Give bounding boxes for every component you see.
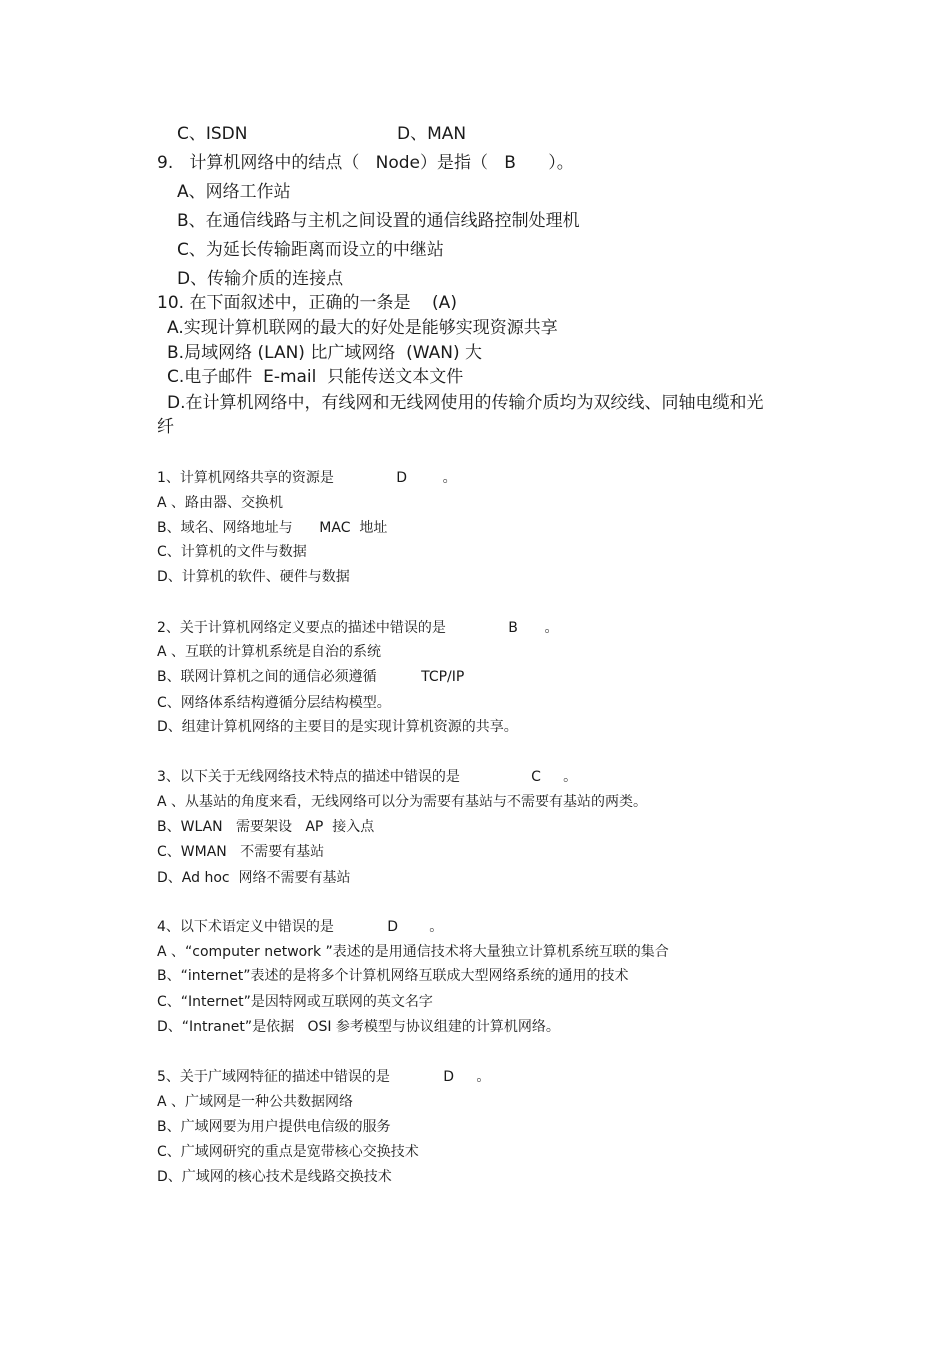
- section2-q4-stem: 4、以下术语定义中错误的是 D 。: [157, 919, 444, 935]
- question-9-option-b: B、在通信线路与主机之间设置的通信线路控制处理机: [177, 211, 580, 231]
- option-d-man: D、MAN: [397, 124, 467, 144]
- question-9-option-c: C、为延长传输距离而设立的中继站: [177, 240, 444, 260]
- section2-q2-option-b: B、联网计算机之间的通信必须遵循 TCP/IP: [157, 669, 465, 685]
- section2-q1-option-c: C、计算机的文件与数据: [157, 544, 307, 560]
- section2-q1-option-a: A 、路由器、交换机: [157, 495, 284, 511]
- section2-q1-stem: 1、计算机网络共享的资源是 D 。: [157, 470, 457, 486]
- option-c-isdn: C、ISDN: [177, 124, 248, 144]
- question-10-stem: 10. 在下面叙述中，正确的一条是 (A): [157, 293, 457, 313]
- section2-q2-stem: 2、关于计算机网络定义要点的描述中错误的是 B 。: [157, 620, 559, 636]
- question-10-option-b: B.局域网络 (LAN) 比广域网络 (WAN) 大: [167, 343, 483, 363]
- section2-q2-option-d: D、组建计算机网络的主要目的是实现计算机资源的共享。: [157, 719, 518, 735]
- section2-q3-option-b: B、WLAN 需要架设 AP 接入点: [157, 819, 375, 835]
- section2-q4-option-b: B、“internet”表述的是将多个计算机网络互联成大型网络系统的通用的技术: [157, 968, 629, 984]
- section2-q3-option-d: D、Ad hoc 网络不需要有基站: [157, 870, 351, 886]
- section2-q4-option-a: A 、“computer network ”表述的是用通信技术将大量独立计算机系统互联的集合: [157, 944, 669, 960]
- section2-q3-option-a: A 、从基站的角度来看，无线网络可以分为需要有基站与不需要有基站的两类。: [157, 794, 648, 810]
- section2-q3-stem: 3、以下关于无线网络技术特点的描述中错误的是 C 。: [157, 769, 578, 785]
- section2-q5-option-a: A 、广域网是一种公共数据网络: [157, 1094, 354, 1110]
- question-10-option-c: C.电子邮件 E-mail 只能传送文本文件: [167, 367, 464, 387]
- section2-q5-option-d: D、广域网的核心技术是线路交换技术: [157, 1169, 392, 1185]
- question-9-option-a: A、网络工作站: [177, 182, 291, 202]
- section2-q2-option-a: A 、互联的计算机系统是自治的系统: [157, 644, 382, 660]
- section2-q5-stem: 5、关于广域网特征的描述中错误的是 D 。: [157, 1069, 491, 1085]
- question-10-option-a: A.实现计算机联网的最大的好处是能够实现资源共享: [167, 318, 558, 338]
- section2-q5-option-c: C、广域网研究的重点是宽带核心交换技术: [157, 1144, 419, 1160]
- section2-q3-option-c: C、WMAN 不需要有基站: [157, 844, 325, 860]
- section2-q2-option-c: C、网络体系结构遵循分层结构模型。: [157, 695, 391, 711]
- question-10-option-d: D.在计算机网络中，有线网和无线网使用的传输介质均为双绞线、同轴电缆和光纤: [157, 393, 764, 437]
- section2-q4-option-d: D、“Intranet”是依据 OSI 参考模型与协议组建的计算机网络。: [157, 1019, 560, 1035]
- section2-q4-option-c: C、“Internet”是因特网或互联网的英文名字: [157, 994, 433, 1010]
- question-9-option-d: D、传输介质的连接点: [177, 269, 344, 289]
- section2-q1-option-d: D、计算机的软件、硬件与数据: [157, 569, 350, 585]
- section2-q5-option-b: B、广域网要为用户提供电信级的服务: [157, 1119, 391, 1135]
- section2-q1-option-b: B、域名、网络地址与 MAC 地址: [157, 520, 388, 536]
- question-9-stem: 9. 计算机网络中的结点（ Node）是指（ B ）。: [157, 153, 574, 173]
